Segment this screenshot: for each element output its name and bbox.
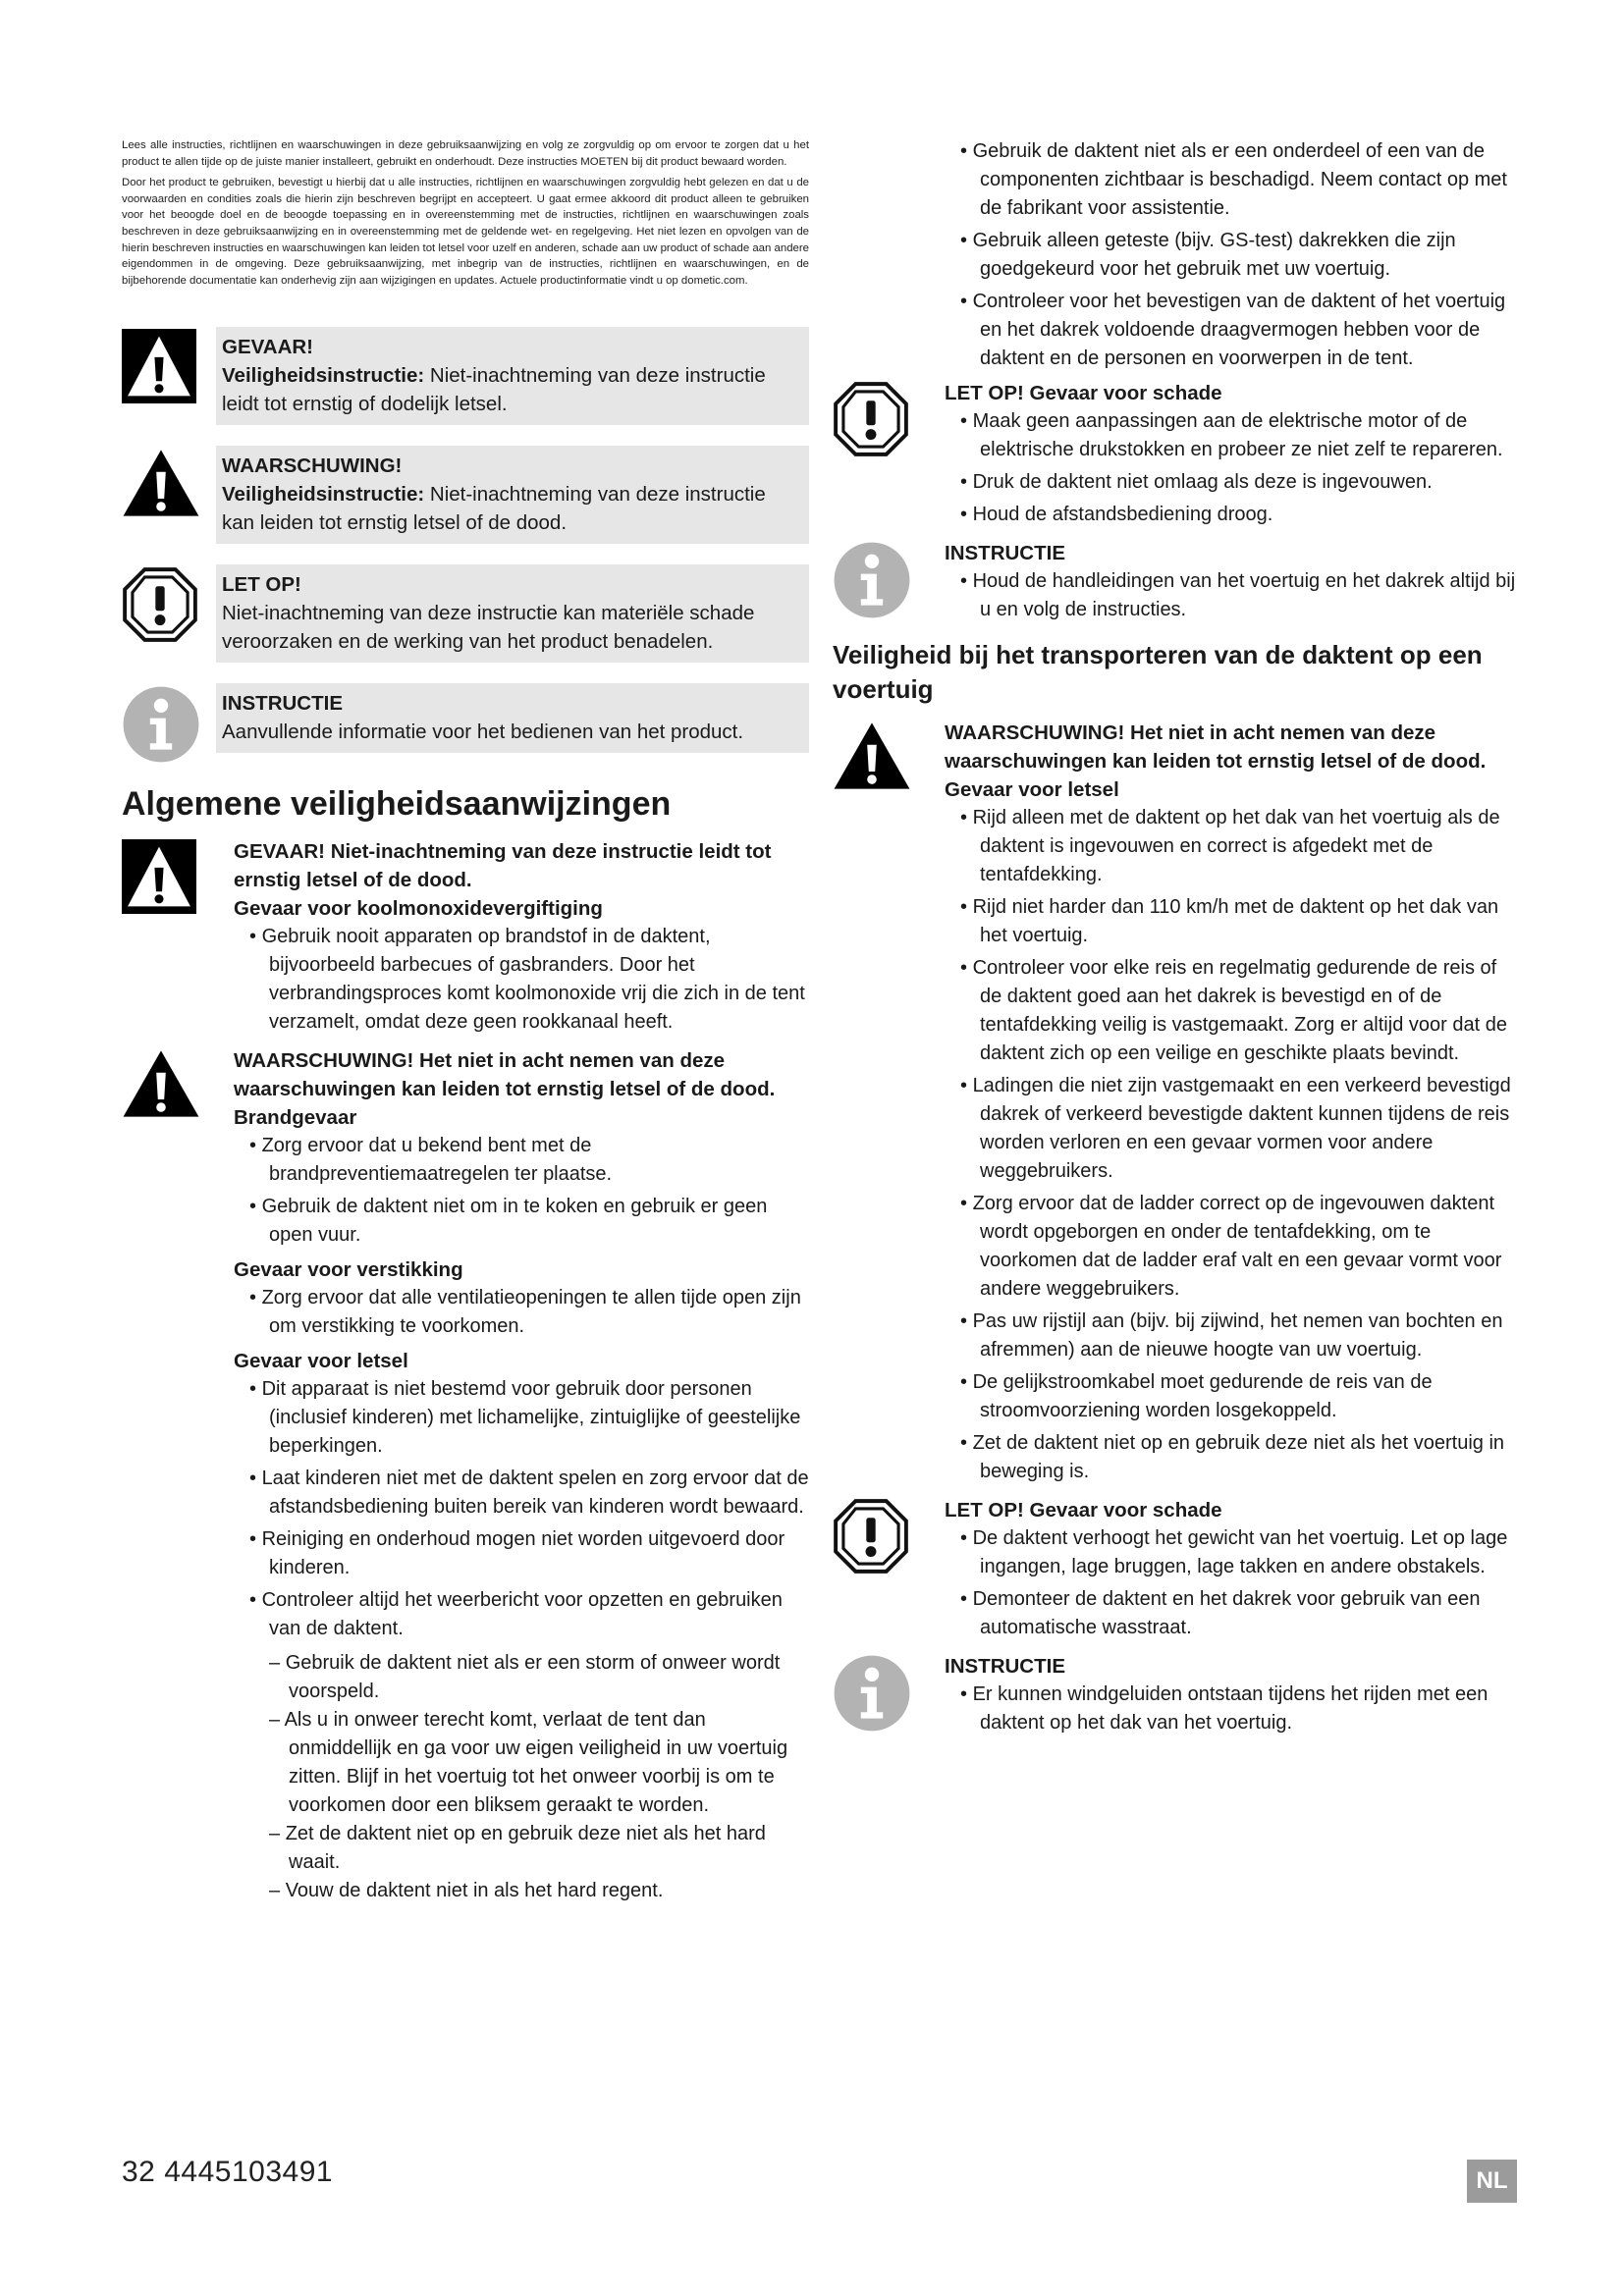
transport-info-title: INSTRUCTIE: [945, 1655, 1065, 1678]
info-icon: [833, 541, 911, 619]
transport-heading: Veiligheid bij het transporteren van de daktent op een voertuig: [833, 640, 1483, 704]
legend-danger: [122, 327, 809, 425]
list-item: • De gelijkstroomkabel moet gedurende de reis van de stroomvoorziening worden losgekoppeld.: [945, 1368, 1520, 1425]
list-item: • Gebruik de daktent niet als er een onderdeel of een van de componenten zichtbaar is beschadigd. Neem contact op met de fabrikant voor assistentie.: [945, 137, 1520, 223]
list-item: • De daktent verhoogt het gewicht van het voertuig. Let op lage ingangen, lage bruggen, lage takken en andere obstakels.: [945, 1524, 1520, 1581]
list-item: • Gebruik de daktent niet om in te koken en gebruik er geen open vuur.: [234, 1193, 809, 1250]
legend-danger-lead: Veiligheidsinstructie:: [222, 364, 425, 388]
transport-notice-title: LET OP! Gevaar voor schade: [945, 1499, 1222, 1522]
legend-danger-text: Niet-inachtneming van deze instructie leidt tot ernstig of dodelijk letsel.: [222, 364, 766, 416]
warning-triangle-boxed-icon: [122, 329, 196, 403]
transport-warning-block: [833, 719, 1520, 1492]
info-icon: [122, 685, 200, 764]
list-item: • Er kunnen windgeluiden ontstaan tijdens het rijden met een daktent op het dak van het voertuig.: [945, 1681, 1520, 1737]
list-item: • Maak geen aanpassingen aan de elektrische motor of de elektrische drukstokken en probeer ze niet zelf te repareren.: [945, 407, 1520, 464]
general-warning-block: [122, 1046, 809, 1909]
transport-injury-subheading: Gevaar voor letsel: [945, 778, 1119, 801]
intro-paragraph-2: Door het product te gebruiken, bevestigt u hierbij dat u alle instructies, richtlijnen en waarschuwingen zorgvuldig hebt gelezen en dat u de voorwaarden en condities zoals die hierin zijn beschreven begrijpt en accepteert. U gaat ermee akkoord dit product alleen te gebruiken voor het beoogde doel en de beoogde toepassing en in overeenstemming met de instructies, richtlijnen en waarschuwingen zoals beschreven in deze gebruiksaanwijzing en in overeenstemming met de geldende wet- en regelgeving. Het niet lezen en opvolgen van de hierin beschreven instructies en waarschuwingen kan leiden tot letsel voor uzelf en anderen, schade aan uw product of schade aan andere eigendommen in de omgeving. Deze gebruiksaanwijzing, met inbegrip van de instructies, richtlijnen en waarschuwingen, en de bijbehorende documentatie kan onderhevig zijn aan wijzigingen en updates. Actuele productinformatie vindt u op dometic.com.: [122, 177, 809, 287]
warning-triangle-icon: [122, 448, 200, 518]
list-item: • Zorg ervoor dat alle ventilatieopeningen te allen tijde open zijn om verstikking te voorkomen.: [234, 1284, 809, 1341]
general-safety-heading: Algemene veiligheidsaanwijzingen: [122, 785, 672, 824]
list-item: • Controleer voor het bevestigen van de daktent of het voertuig en het dakrek voldoende draagvermogen hebben voor de daktent en de personen en voorwerpen in de tent.: [945, 288, 1520, 373]
info-block-1: [833, 539, 1520, 630]
list-item: • Controleer voor elke reis en regelmatig gedurende de reis of de daktent goed aan het dakrek is bevestigd en of de tentafdekking veilig is vastgemaakt. Zorg er altijd voor dat de daktent zich op een veilige en geschikte plaats bevindt.: [945, 954, 1520, 1068]
info-title: INSTRUCTIE: [945, 542, 1065, 564]
list-item: • Houd de handleidingen van het voertuig en het dakrek altijd bij u en volg de instructies.: [945, 567, 1520, 624]
list-item: • Controleer altijd het weerbericht voor opzetten en gebruiken van de daktent.: [234, 1586, 809, 1643]
list-item: – Als u in onweer terecht komt, verlaat de tent dan onmiddellijk en ga voor uw eigen veiligheid in uw voertuig zitten. Blijf in het voertuig tot het onweer voorbij is om te voorkomen door een bliksem geraakt te worden.: [234, 1706, 809, 1820]
language-badge: NL: [1467, 2160, 1517, 2203]
general-danger-title: GEVAAR! Niet-inachtneming van deze instructie leidt tot ernstig letsel of de dood.: [234, 840, 772, 892]
legend-info: [122, 683, 809, 764]
notice-damage-title: LET OP! Gevaar voor schade: [945, 382, 1222, 404]
legend-warning: [122, 446, 809, 544]
legend-caution: [122, 564, 809, 663]
list-item: • Ladingen die niet zijn vastgemaakt en een verkeerd bevestigd dakrek of verkeerd bevestigde daktent kunnen tijdens de reis worden verloren en een gevaar vormen voor andere weggebruikers.: [945, 1072, 1520, 1186]
list-item: • Gebruik nooit apparaten op brandstof in de daktent, bijvoorbeeld barbecues of gasbranders. Door het verbrandingsproces komt koolmonoxide vrij die zich in de tent verzamelt, omdat deze geen rookkanaal heeft.: [234, 923, 809, 1037]
list-item: • Dit apparaat is niet bestemd voor gebruik door personen (inclusief kinderen) met lichamelijke, zintuiglijke of geestelijke beperkingen.: [234, 1375, 809, 1461]
weather-sublist: [234, 1649, 809, 1905]
list-item: – Vouw de daktent niet in als het hard regent.: [234, 1877, 809, 1905]
left-column: [122, 137, 809, 1913]
intro-text: [122, 137, 809, 289]
document-id: 4445103491: [164, 2156, 334, 2188]
page-footer: [122, 2156, 333, 2189]
co-poisoning-subheading: Gevaar voor koolmonoxidevergiftiging: [234, 897, 603, 921]
transport-notice-block: [833, 1496, 1520, 1648]
caution-icon: [833, 381, 909, 457]
list-item: • Demonteer de daktent en het dakrek voor gebruik van een automatische wasstraat.: [945, 1585, 1520, 1642]
warning-triangle-icon: [833, 721, 911, 791]
caution-icon: [833, 1498, 909, 1575]
legend-info-label: INSTRUCTIE: [222, 692, 343, 716]
page-number: 32: [122, 2156, 156, 2188]
transport-info-block: [833, 1652, 1520, 1743]
list-item: – Zet de daktent niet op en gebruik deze niet als het hard waait.: [234, 1820, 809, 1877]
legend-info-text: Aanvullende informatie voor het bedienen van het product.: [222, 721, 744, 744]
list-item: • Reiniging en onderhoud mogen niet worden uitgevoerd door kinderen.: [234, 1525, 809, 1582]
info-list: [945, 567, 1520, 624]
info-icon: [833, 1654, 911, 1733]
transport-warning-title: WAARSCHUWING! Het niet in acht nemen van deze waarschuwingen kan leiden tot ernstig letsel of de dood.: [945, 721, 1487, 773]
danger-triangle-icon: [122, 839, 196, 914]
top-continued-list: [945, 137, 1520, 373]
transport-notice-list: [945, 1524, 1520, 1642]
list-item: • Zet de daktent niet op en gebruik deze niet als het voertuig in beweging is.: [945, 1429, 1520, 1486]
general-warning-title: WAARSCHUWING! Het niet in acht nemen van deze waarschuwingen kan leiden tot ernstig letsel of de dood.: [234, 1049, 776, 1101]
suffocation-subheading: Gevaar voor verstikking: [234, 1258, 463, 1282]
notice-damage-list: [945, 407, 1520, 529]
legend-warning-label: WAARSCHUWING!: [222, 454, 403, 478]
list-item: • Pas uw rijstijl aan (bijv. bij zijwind, het nemen van bochten en afremmen) aan de nieuwe hoogte van uw voertuig.: [945, 1308, 1520, 1364]
intro-paragraph-1: Lees alle instructies, richtlijnen en waarschuwingen in deze gebruiksaanwijzing en volg ze zorgvuldig op om ervoor te zorgen dat u het product te allen tijde op de juiste manier installeert, gebruikt en onderhoudt. Deze instructies MOETEN bij dit product bewaard worden.: [122, 139, 809, 168]
list-item: • Rijd niet harder dan 110 km/h met de daktent op het dak van het voertuig.: [945, 893, 1520, 950]
injury-list: [234, 1375, 809, 1643]
general-danger-block: [122, 837, 809, 1042]
legend-warning-lead: Veiligheidsinstructie:: [222, 483, 425, 507]
suffocation-list: [234, 1284, 809, 1341]
list-item: • Laat kinderen niet met de daktent spelen en zorg ervoor dat de afstandsbediening buiten bereik van kinderen wordt bewaard.: [234, 1465, 809, 1522]
list-item: • Rijd alleen met de daktent op het dak van het voertuig als de daktent is ingevouwen en correct is afgedekt met de tentafdekking.: [945, 804, 1520, 889]
transport-injury-list: [945, 804, 1520, 1486]
legend-caution-text: Niet-inachtneming van deze instructie kan materiële schade veroorzaken en de werking van het product benadelen.: [222, 602, 755, 654]
fire-hazard-list: [234, 1132, 809, 1250]
list-item: • Houd de afstandsbediening droog.: [945, 501, 1520, 529]
caution-icon: [122, 566, 198, 643]
list-item: • Zorg ervoor dat u bekend bent met de brandpreventiemaatregelen ter plaatse.: [234, 1132, 809, 1189]
legend-danger-label: GEVAAR!: [222, 336, 314, 359]
legend-warning-text: Niet-inachtneming van deze instructie kan leiden tot ernstig letsel of de dood.: [222, 483, 766, 535]
list-item: – Gebruik de daktent niet als er een storm of onweer wordt voorspeld.: [234, 1649, 809, 1706]
injury-subheading: Gevaar voor letsel: [234, 1350, 408, 1373]
transport-info-list: [945, 1681, 1520, 1737]
notice-damage-block: [833, 379, 1520, 535]
fire-hazard-subheading: Brandgevaar: [234, 1106, 357, 1130]
legend-caution-label: LET OP!: [222, 573, 301, 597]
right-column: [833, 137, 1520, 1747]
warning-triangle-icon: [122, 1048, 200, 1119]
list-item: • Gebruik alleen geteste (bijv. GS-test) dakrekken die zijn goedgekeurd voor het gebruik met uw voertuig.: [945, 227, 1520, 284]
list-item: • Zorg ervoor dat de ladder correct op de ingevouwen daktent wordt opgeborgen en onder de tentafdekking, om te voorkomen dat de ladder eraf valt en een gevaar vormt voor andere weggebruikers.: [945, 1190, 1520, 1304]
list-item: • Druk de daktent niet omlaag als deze is ingevouwen.: [945, 468, 1520, 497]
co-poisoning-list: [234, 923, 809, 1037]
